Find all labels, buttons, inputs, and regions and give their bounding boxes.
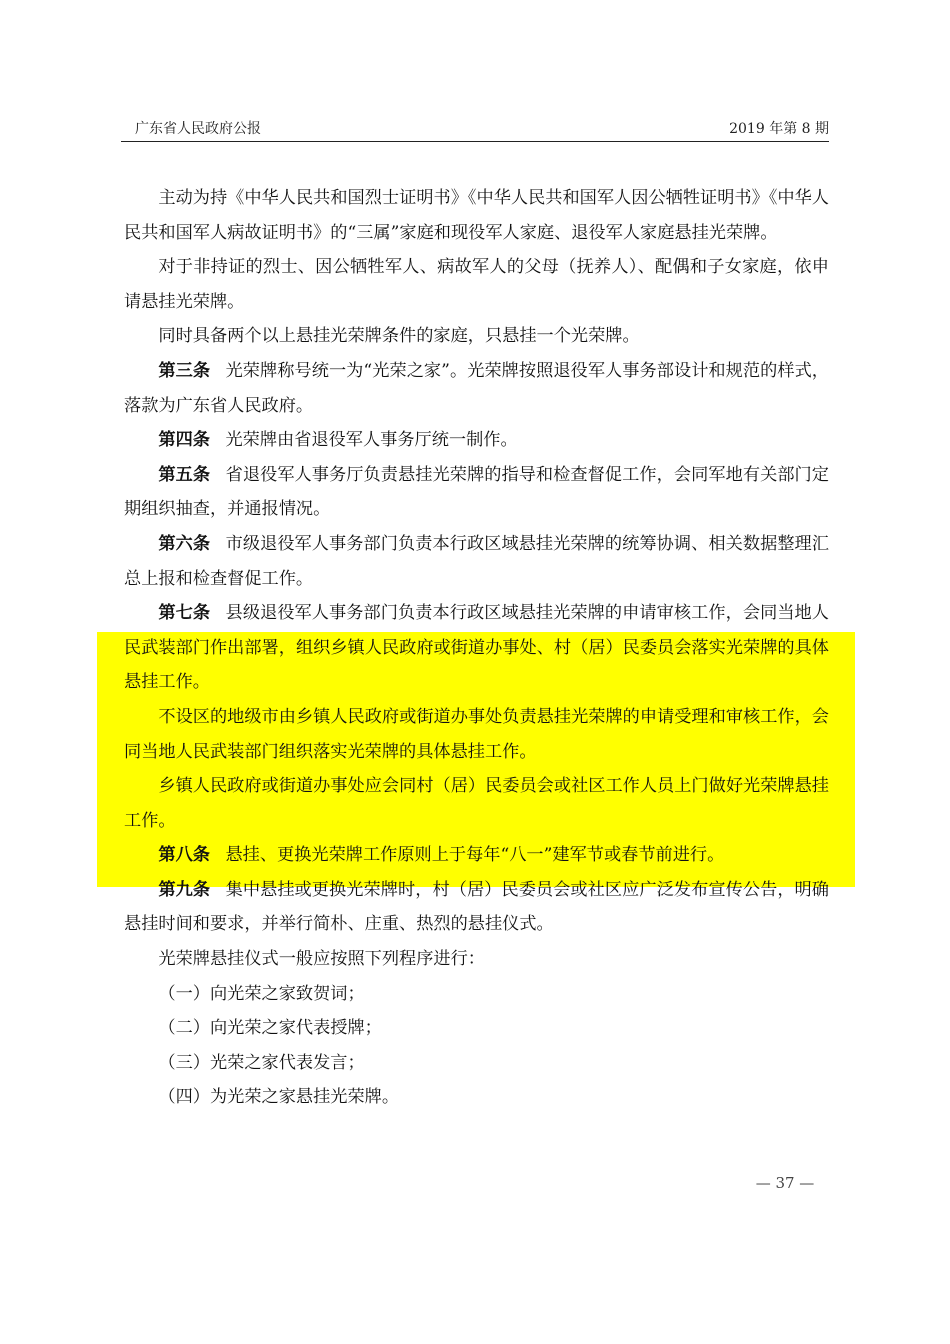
article-8: 第八条 悬挂、更换光荣牌工作原则上于每年“八一”建军节或春节前进行。 [158,845,725,866]
article-7: 第七条 县级退役军人事务部门负责本行政区域悬挂光荣牌的申请审核工作，会同当地人民武装部门作出部署，组织乡镇人民政府或街道办事处、村（居）民委员会落实光荣牌的具体悬挂工作。 [124,603,829,693]
list-item: （二）向光荣之家代表授牌； [158,1018,382,1039]
article-heading: 第七条 [158,603,211,624]
article-heading: 第八条 [158,845,210,866]
list-item: （三）光荣之家代表发言； [158,1052,365,1073]
paragraph: 乡镇人民政府或街道办事处应会同村（居）民委员会或社区工作人员上门做好光荣牌悬挂工作。 [124,776,829,831]
page-number: — 37 — [755,1174,815,1192]
article-5: 第五条 省退役军人事务厅负责悬挂光荣牌的指导和检查督促工作，会同军地有关部门定期组织抽查，并通报情况。 [124,464,829,520]
article-9: 第九条 集中悬挂或更换光荣牌时，村（居）民委员会或社区应广泛发布宣传公告，明确悬挂时间和要求，并举行简朴、庄重、热烈的悬挂仪式。 [124,879,829,935]
publication-title: 广东省人民政府公报 [135,121,261,137]
document-body [124,181,829,1115]
article-heading: 第六条 [158,533,211,554]
article-3: 第三条 光荣牌称号统一为“光荣之家”。光荣牌按照退役军人事务部设计和规范的样式，落款为广东省人民政府。 [124,360,829,416]
paragraph: 同时具备两个以上悬挂光荣牌条件的家庭，只悬挂一个光荣牌。 [158,326,640,347]
list-item: （四）为光荣之家悬挂光荣牌。 [158,1087,400,1108]
article-heading: 第三条 [158,360,211,381]
article-6: 第六条 市级退役军人事务部门负责本行政区域悬挂光荣牌的统筹协调、相关数据整理汇总上报和检查督促工作。 [124,533,829,589]
paragraph: 对于非持证的烈士、因公牺牲军人、病故军人的父母（抚养人）、配偶和子女家庭，依申请悬挂光荣牌。 [124,257,829,312]
paragraph: 不设区的地级市由乡镇人民政府或街道办事处负责悬挂光荣牌的申请受理和审核工作，会同当地人民武装部门组织落实光荣牌的具体悬挂工作。 [124,706,829,762]
paragraph: 光荣牌悬挂仪式一般应按照下列程序进行： [158,949,485,970]
paragraph: 主动为持《中华人民共和国烈士证明书》《中华人民共和国军人因公牺牲证明书》《中华人民共和国军人病故证明书》的“三属”家庭和现役军人家庭、退役军人家庭悬挂光荣牌。 [124,188,829,243]
article-heading: 第九条 [158,879,211,900]
issue-number: 2019 年第 8 期 [729,121,829,137]
article-4: 第四条 光荣牌由省退役军人事务厅统一制作。 [158,430,518,451]
article-heading: 第四条 [158,430,210,451]
article-heading: 第五条 [158,464,211,485]
header-rule [121,141,829,142]
list-item: （一）向光荣之家致贺词； [158,983,365,1004]
